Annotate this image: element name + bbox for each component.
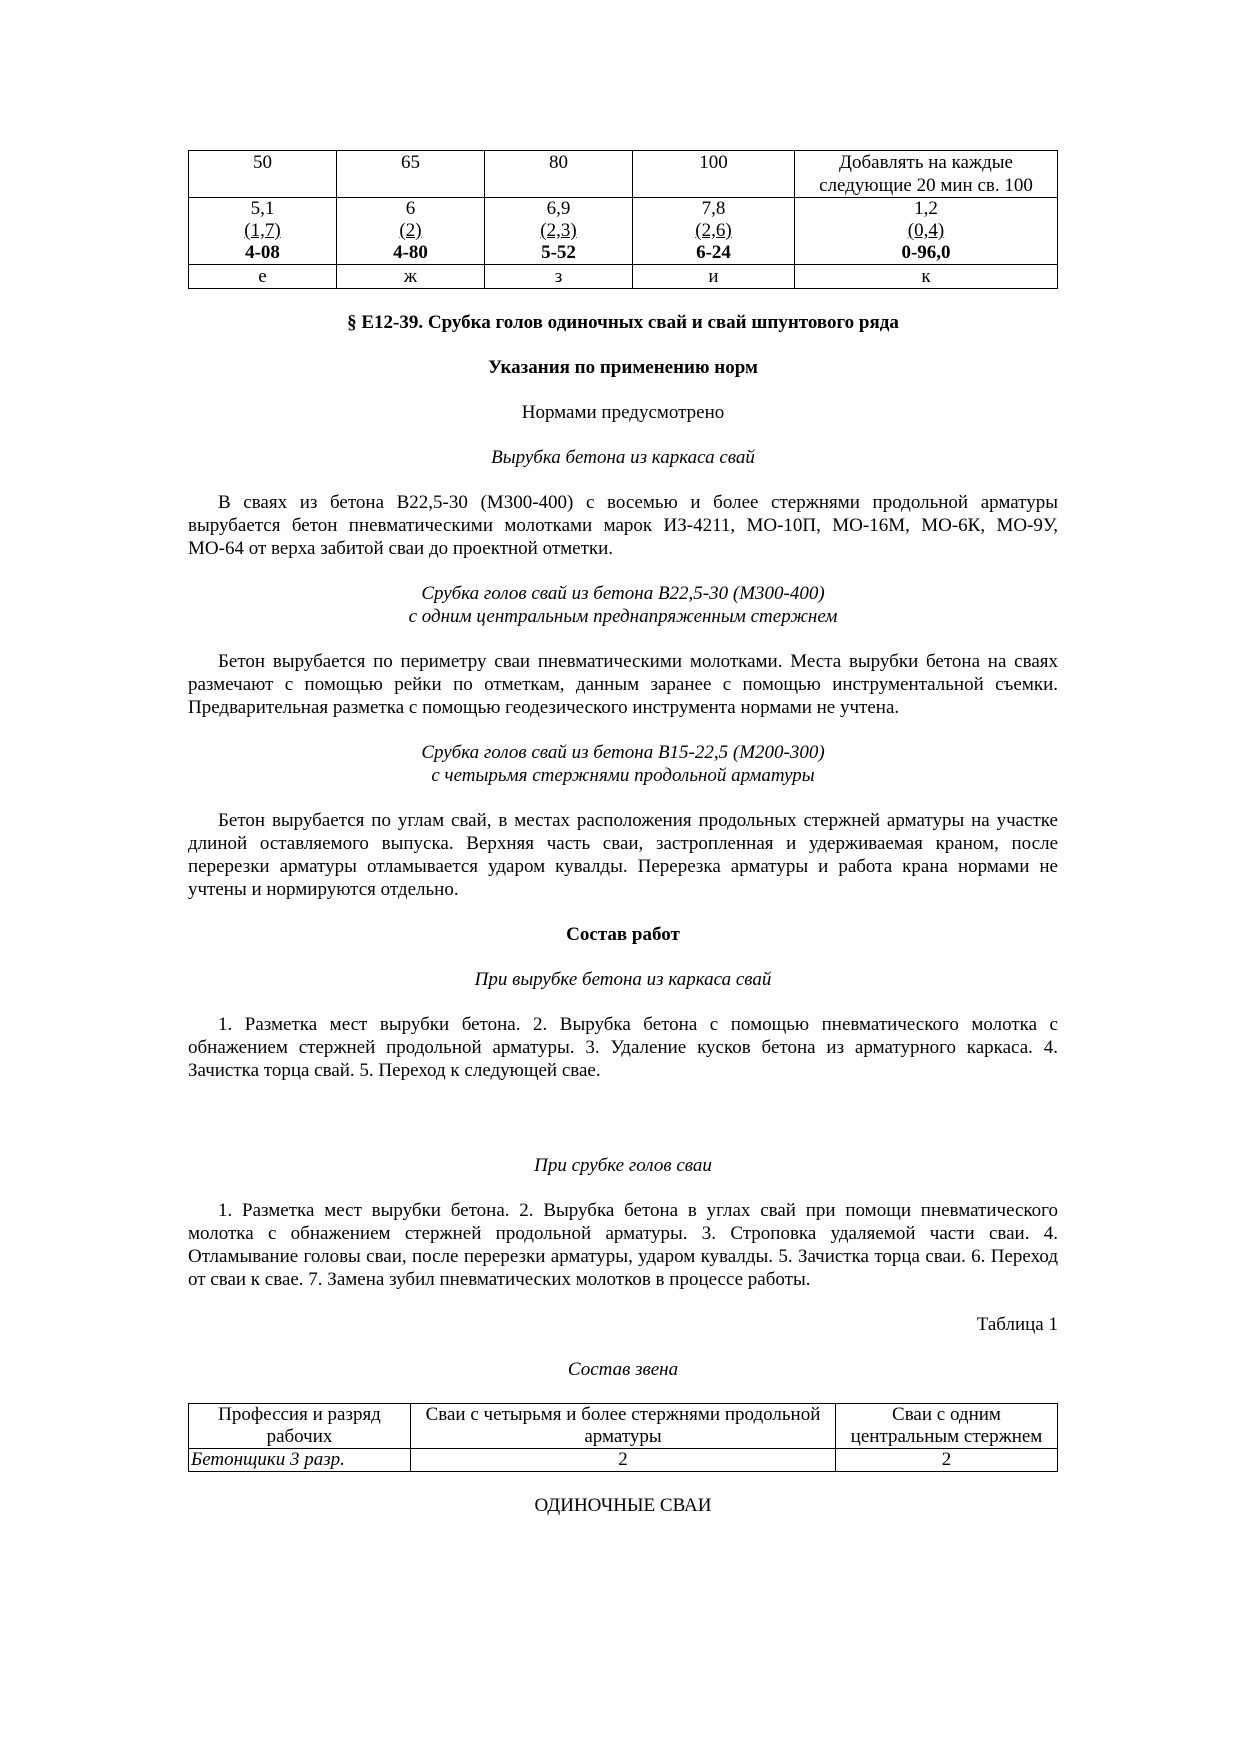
norms-value-cell — [337, 198, 485, 265]
norm-value: 5,1 — [250, 198, 275, 219]
norms-letter-cell: е — [189, 265, 337, 289]
guidance-heading: Указания по применению норм — [488, 357, 758, 378]
norms-header-cell: 80 — [485, 151, 633, 198]
norm-paren-value: (1,7) — [244, 220, 281, 241]
crew-count-cell: 2 — [411, 1449, 836, 1472]
norms-header-row — [189, 151, 1058, 198]
norms-table — [188, 150, 1058, 289]
norm-value: 6 — [405, 198, 416, 219]
subsection-title: Вырубка бетона из каркаса свай — [491, 447, 755, 468]
norms-letter-cell: к — [795, 265, 1058, 289]
paragraph: 1. Разметка мест вырубки бетона. 2. Вырубка бетона в углах свай при помощи пневматического молотка с обнажением стержней продольной арматуры. 3. Строповка удаляемой части сваи. 4. Отламывание головы сваи, после перерезки арматуры, ударом кувалды. 5. Зачистка торца сваи. 6. Переход от сваи к свае. 7. Замена зубил пневматических молотков в процессе работы. — [188, 1200, 1058, 1290]
norm-code: 6-24 — [696, 242, 731, 263]
subsection-title-line: Срубка голов свай из бетона В22,5-30 (М300-400) — [421, 583, 825, 604]
norm-value: 1,2 — [914, 198, 938, 219]
paragraph: Бетон вырубается по углам свай, в местах расположения продольных стержней арматуры на участке длиной оставляемого выпуска. Верхняя часть сваи, застропленная и удерживаемая краном, после перерезки арматуры отламывается ударом кувалды. Перерезка арматуры и работа крана нормами не учтены и нормируются отдельно. — [188, 810, 1058, 900]
paragraph: В сваях из бетона В22,5-30 (М300-400) с восемью и более стержнями продольной арматуры вырубается бетон пневматическими молотками марок ИЗ-4211, МО-10П, МО-16М, МО-6К, МО-9У, МО-64 от верха забитой сваи до проектной отметки. — [188, 492, 1058, 559]
norm-value: 7,8 — [701, 198, 726, 219]
table-label: Таблица 1 — [976, 1314, 1058, 1335]
norm-paren-value: (2) — [399, 220, 422, 241]
norms-value-cell — [795, 198, 1058, 265]
norms-letters-row — [189, 265, 1058, 289]
norm-paren-value: (0,4) — [907, 220, 945, 241]
crew-profession-cell: Бетонщики 3 разр. — [189, 1449, 411, 1472]
norms-value-cell — [485, 198, 633, 265]
norm-value: 6,9 — [546, 198, 571, 219]
work-heading: Состав работ — [566, 924, 680, 945]
document-page — [188, 150, 1058, 1517]
paragraph: 1. Разметка мест вырубки бетона. 2. Вырубка бетона с помощью пневматического молотка с обнажением стержней продольной арматуры. 3. Удаление кусков бетона из арматурного каркаса. 4. Зачистка торца свай. 5. Переход к следующей свае. — [188, 1014, 1058, 1081]
footer-heading: ОДИНОЧНЫЕ СВАИ — [534, 1495, 712, 1516]
subsection-title — [188, 582, 1058, 628]
norm-code: 4-80 — [393, 242, 428, 263]
crew-row — [189, 1449, 1058, 1472]
crew-header-cell: Профессия и разряд рабочих — [189, 1404, 411, 1449]
norm-code: 5-52 — [541, 242, 576, 263]
subsection-title: При вырубке бетона из каркаса свай — [474, 969, 772, 990]
crew-table — [188, 1403, 1058, 1472]
subsection-title-line: Срубка голов свай из бетона В15-22,5 (М200-300) — [421, 742, 825, 763]
crew-header-row — [189, 1404, 1058, 1449]
paragraph: Бетон вырубается по периметру сваи пневматическими молотками. Места вырубки бетона на сваях размечают с помощью рейки по отметкам, данным заранее с помощью инструментальной съемки. Предварительная разметка с помощью геодезического инструмента нормами не учтена. — [188, 651, 1058, 718]
norms-values-row — [189, 198, 1058, 265]
norm-code: 0-96,0 — [901, 242, 951, 263]
subsection-title: При срубке голов сваи — [534, 1155, 712, 1176]
subsection-title-line: с одним центральным преднапряженным стержнем — [408, 606, 838, 627]
norm-paren-value: (2,3) — [540, 220, 577, 241]
subsection-title — [188, 741, 1058, 787]
norms-value-cell — [633, 198, 795, 265]
norms-header-cell: 50 — [189, 151, 337, 198]
crew-header-cell: Сваи с четырьмя и более стержнями продольной арматуры — [411, 1404, 836, 1449]
norms-value-cell — [189, 198, 337, 265]
subsection-title-line: с четырьмя стержнями продольной арматуры — [431, 765, 815, 786]
norms-header-cell: 65 — [337, 151, 485, 198]
section-title: § Е12-39. Срубка голов одиночных свай и свай шпунтового ряда — [347, 312, 899, 333]
norms-letter-cell: ж — [337, 265, 485, 289]
norms-letter-cell: и — [633, 265, 795, 289]
crew-header-cell: Сваи с одним центральным стержнем — [836, 1404, 1058, 1449]
provided-heading: Нормами предусмотрено — [521, 402, 725, 423]
norms-header-cell: Добавлять на каждые следующие 20 мин св. 100 — [795, 151, 1058, 198]
norms-header-cell: 100 — [633, 151, 795, 198]
crew-title: Состав звена — [567, 1359, 679, 1380]
crew-count-cell: 2 — [836, 1449, 1058, 1472]
norm-paren-value: (2,6) — [695, 220, 732, 241]
norm-code: 4-08 — [245, 242, 280, 263]
norms-letter-cell: з — [485, 265, 633, 289]
